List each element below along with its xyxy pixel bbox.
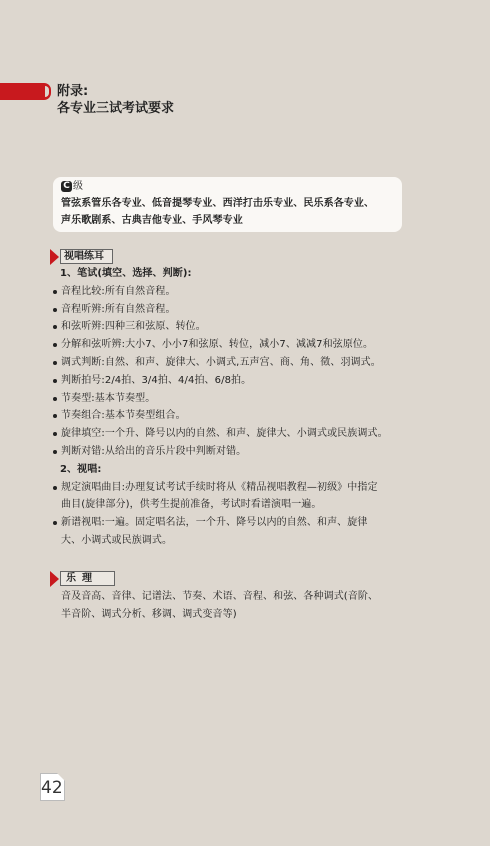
- written-exam-heading: 1、笔试(填空、选择、判断):: [60, 268, 192, 279]
- header-red-tab: [0, 83, 44, 100]
- level-heading: [61, 180, 83, 193]
- section-music-theory-heading: [50, 571, 115, 586]
- section-label: 乐理: [60, 571, 115, 586]
- level-majors: [61, 195, 396, 229]
- list-item-line: 大、小调式或民族调式。: [61, 534, 173, 546]
- theory-line: 半音阶、调式分析、移调、调式变音等): [61, 608, 237, 620]
- list-item-line: 规定演唱曲目:办理复试考试手续时将从《精品视唱教程—初级》中指定: [61, 481, 378, 493]
- list-item: 判断对错:从给出的音乐片段中判断对错。: [52, 443, 402, 461]
- list-item: 判断拍号:2/4拍、3/4拍、4/4拍、6/8拍。: [52, 372, 402, 390]
- music-theory-content: [61, 588, 401, 624]
- page-number: 42: [41, 778, 63, 798]
- list-item: 和弦听辨:四种三和弦原、转位。: [52, 318, 402, 336]
- list-item: 节奏组合:基本节奏型组合。: [52, 407, 402, 425]
- list-item: 音程听辨:所有自然音程。: [52, 301, 402, 319]
- section-ear-training-heading: [50, 249, 113, 264]
- list-item: [52, 479, 402, 515]
- appendix-label: 附录:: [57, 84, 89, 99]
- list-item-line: 新谱视唱:一遍。固定唱名法，一个升、降号以内的自然、和声、旋律: [61, 517, 368, 529]
- list-item: 旋律填空:一个升、降号以内的自然、和声、旋律大、小调式或民族调式。: [52, 425, 402, 443]
- level-box: [53, 177, 402, 232]
- list-item: 分解和弦听辨:大小7、小小7和弦原、转位，减小7、减减7和弦原位。: [52, 336, 402, 354]
- list-item: 调式判断:自然、和声、旋律大、小调式,五声宫、商、角、徵、羽调式。: [52, 354, 402, 372]
- section-label: 视唱练耳: [60, 249, 113, 264]
- header-tab-notch: [44, 83, 51, 100]
- level-majors-line: 声乐歌剧系、古典吉他专业、手风琴专业: [61, 215, 243, 226]
- list-item-line: 曲目(旋律部分)，供考生提前准备，考试时看谱演唱一遍。: [61, 499, 322, 511]
- theory-line: 音及音高、音律、记谱法、节奏、术语、音程、和弦、各种调式(音阶、: [61, 591, 379, 602]
- red-arrow-icon: [50, 571, 59, 587]
- list-item: 节奏型:基本节奏型。: [52, 390, 402, 408]
- level-badge: C: [61, 181, 72, 192]
- list-item: 音程比较:所有自然音程。: [52, 283, 402, 301]
- level-label: 级: [73, 181, 83, 192]
- list-item: [52, 514, 402, 550]
- sight-singing-heading: 2、视唱:: [60, 463, 102, 475]
- level-majors-line: 管弦系管乐各专业、低音提琴专业、西洋打击乐专业、民乐系各专业、: [61, 198, 375, 209]
- red-arrow-icon: [50, 249, 59, 265]
- page-title: 各专业三试考试要求: [57, 101, 175, 116]
- ear-training-content: [52, 265, 402, 550]
